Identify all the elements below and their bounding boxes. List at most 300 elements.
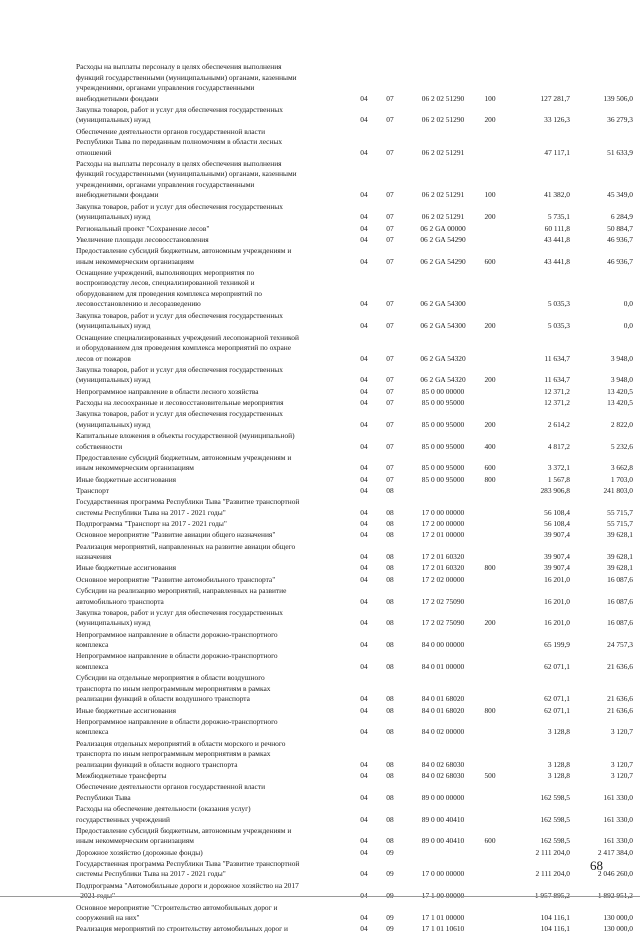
row-target-article: 06 2 GA 54300 [420,321,466,331]
row-description-line: Закупка товаров, работ и услуг для обеспечения государственных [76,201,283,211]
row-expense-type: 200 [484,212,496,222]
row-description-line: сооружений на них" [76,913,140,922]
row-description-line: иным некоммерческим организациям [76,463,194,473]
table-row [0,530,640,541]
row-podrazdel: 09 [386,924,394,934]
row-podrazdel: 08 [386,792,394,802]
row-amount-2: 36 279,3 [607,115,633,125]
row-amount-2: 51 633,9 [607,147,633,157]
row-description-line: Предоставление субсидий бюджетным, автономным учреждениям и [76,452,292,462]
row-target-article: 84 0 00 00000 [421,640,465,650]
row-target-article: 06 2 GA 54290 [420,256,466,266]
row-description-line: Расходы на лесоохранные и лесовосстановительные мероприятия [76,397,284,407]
table-row [0,497,640,518]
table-row [0,224,640,235]
table-row [0,771,640,782]
row-amount-1: 3 372,1 [547,463,570,473]
row-target-article: 89 0 00 00000 [421,792,465,802]
row-target-article: 89 0 00 40410 [421,836,465,846]
row-razdel: 04 [360,519,368,528]
row-razdel: 04 [360,321,368,331]
row-amount-2: 130 000,0 [603,924,633,934]
table-row [0,717,640,738]
row-expense-type: 800 [484,474,496,484]
row-razdel: 04 [360,463,368,473]
row-razdel: 04 [360,441,368,451]
row-amount-1: 1 567,8 [547,474,570,484]
row-razdel: 04 [360,190,368,200]
row-amount-2: 3 662,8 [610,463,633,473]
row-amount-2: 3 948,0 [610,375,633,385]
row-razdel: 04 [360,563,368,573]
row-podrazdel: 08 [386,661,394,671]
row-podrazdel: 08 [386,836,394,846]
row-target-article: 06 2 GA 54320 [420,375,466,385]
row-amount-2: 13 420,5 [607,386,633,396]
row-amount-1: 3 128,8 [547,770,570,780]
row-amount-1: 62 071,1 [544,705,570,715]
row-razdel: 04 [360,299,368,309]
row-amount-2: 5 232,6 [610,441,633,451]
table-row [0,903,640,924]
row-podrazdel: 07 [386,147,394,157]
row-amount-1: 39 907,4 [544,552,570,562]
table-row [0,673,640,705]
row-razdel: 04 [360,661,368,671]
row-target-article: 84 0 01 68020 [421,705,465,715]
row-podrazdel: 08 [386,552,394,562]
row-amount-1: 47 117,1 [544,147,570,157]
row-razdel: 04 [360,485,368,495]
row-razdel: 04 [360,618,368,628]
row-razdel: 04 [360,705,368,715]
row-amount-1: 104 116,1 [540,913,570,922]
row-razdel: 04 [360,530,368,540]
table-row [0,739,640,771]
row-description-line: иным некоммерческим организациям [76,256,194,266]
row-description-line: функций государственными (муниципальными) органами, казенными [76,169,297,179]
row-target-article: 06 2 02 51290 [421,93,465,103]
row-amount-2: 130 000,0 [603,913,633,922]
row-razdel: 04 [360,770,368,780]
row-description-line: Региональный проект "Сохранение лесов" [76,223,210,233]
row-podrazdel: 08 [386,618,394,628]
row-description-line: Реализация мероприятий по строительству автомобильных дорог и [76,924,288,934]
row-description-line: оборудованием для проведения комплекса мероприятий по [76,288,262,298]
row-description-line: Государственная программа Республики Тыва "Развитие транспортной [76,497,300,507]
row-razdel: 04 [360,836,368,846]
page-number: 68 [590,858,603,873]
row-description-line: отношений [76,147,112,157]
row-target-article: 89 0 00 40410 [421,814,465,824]
row-description-line: Закупка товаров, работ и услуг для обеспечения государственных [76,310,283,320]
row-podrazdel: 07 [386,115,394,125]
row-target-article: 84 0 01 00000 [421,661,465,671]
row-target-article: 85 0 00 95000 [421,463,465,473]
row-expense-type: 100 [484,190,496,200]
table-row [0,519,640,530]
table-row [0,782,640,803]
row-podrazdel: 09 [386,847,394,857]
row-podrazdel: 08 [386,640,394,650]
row-amount-2: 2 046 260,0 [597,869,633,879]
row-description-line: Иные бюджетные ассигнования [76,563,177,573]
table-row [0,105,640,126]
row-expense-type: 800 [484,705,496,715]
row-podrazdel: 07 [386,419,394,429]
row-target-article: 17 2 02 75090 [421,596,465,606]
row-description-line: Закупка товаров, работ и услуг для обеспечения государственных [76,364,283,374]
row-razdel: 04 [360,792,368,802]
row-amount-1: 56 108,4 [544,519,570,528]
row-razdel: 04 [360,574,368,584]
row-razdel: 04 [360,234,368,244]
row-description-line: Реализация отдельных мероприятий в области морского и речного [76,738,286,748]
row-expense-type: 600 [484,463,496,473]
row-podrazdel: 09 [386,869,394,879]
row-description-line: Основное мероприятие "Развитие авиации общего назначения" [76,530,276,540]
row-description-line: Оснащение специализированных учреждений лесопожарной техникой [76,332,299,342]
row-podrazdel: 07 [386,223,394,233]
row-amount-2: 2 417 384,0 [597,847,633,857]
row-amount-1: 162 598,5 [540,814,570,824]
row-description-line: Непрограммное направление в области дорожно-транспортного [76,716,278,726]
row-amount-1: 3 128,8 [547,759,570,769]
row-amount-1: 12 371,2 [544,397,570,407]
row-target-article: 85 0 00 95000 [421,419,465,429]
row-description-line: собственности [76,441,123,451]
row-amount-1: 65 199,9 [544,640,570,650]
row-description-line: (муниципальных) нужд [76,618,151,628]
row-target-article: 17 1 01 10610 [421,924,465,934]
row-podrazdel: 08 [386,574,394,584]
row-target-article: 17 2 00 00000 [421,519,465,528]
row-target-article: 06 2 02 51290 [421,115,465,125]
row-description-line: Реализация мероприятий, направленных на развитие авиации общего [76,541,296,551]
row-podrazdel: 08 [386,519,394,528]
row-description-line: комплекса [76,661,109,671]
row-target-article: 17 0 00 00000 [421,869,465,879]
row-description-line: автомобильного транспорта [76,596,164,606]
row-razdel: 04 [360,847,368,857]
table-row [0,202,640,223]
table-row [0,848,640,859]
row-podrazdel: 07 [386,299,394,309]
table-row [0,859,640,880]
table-row [0,563,640,574]
row-podrazdel: 08 [386,485,394,495]
row-amount-2: 1 703,0 [610,474,633,484]
row-description-line: Подпрограмма "Транспорт на 2017 - 2021 годы" [76,519,227,528]
table-row [0,268,640,310]
row-razdel: 04 [360,115,368,125]
row-razdel: 04 [360,386,368,396]
row-podrazdel: 08 [386,727,394,737]
row-description-line: воспроизводству лесов, специализированной техникой и [76,278,255,288]
table-row [0,235,640,246]
table-row [0,542,640,563]
table-row [0,246,640,267]
row-podrazdel: 08 [386,563,394,573]
row-description-line: Обеспечение деятельности органов государственной власти [76,126,266,136]
row-amount-2: 39 628,1 [607,530,633,540]
row-podrazdel: 07 [386,93,394,103]
row-amount-1: 12 371,2 [544,386,570,396]
table-row [0,127,640,159]
row-podrazdel: 07 [386,234,394,244]
row-target-article: 85 0 00 95000 [421,441,465,451]
row-amount-1: 162 598,5 [540,836,570,846]
row-amount-2: 21 636,6 [607,705,633,715]
row-target-article: 17 2 01 60320 [421,563,465,573]
row-description-line: внебюджетными фондами [76,93,159,103]
row-description-line: комплекса [76,727,109,737]
row-description-line: (муниципальных) нужд [76,212,151,222]
row-amount-1: 4 817,2 [547,441,570,451]
row-amount-2: 55 715,7 [607,507,633,517]
row-description-line: функций государственными (муниципальными) органами, казенными [76,72,297,82]
row-description-line: и оборудованием для проведения комплекса мероприятий по охране [76,343,292,352]
row-amount-2: 24 757,3 [607,640,633,650]
row-amount-1: 16 201,0 [544,618,570,628]
row-podrazdel: 07 [386,386,394,396]
row-description-line: Субсидии на реализацию мероприятий, направленных на развитие [76,586,287,595]
row-podrazdel: 08 [386,694,394,704]
row-amount-1: 62 071,1 [544,694,570,704]
row-description-line: Основное мероприятие "Развитие автомобильного транспорта" [76,574,276,584]
row-description-line: учреждениями, органами управления государственными [76,179,255,189]
row-description-line: Увеличение площади лесовосстановления [76,234,209,244]
row-razdel: 04 [360,759,368,769]
row-description-line: Закупка товаров, работ и услуг для обеспечения государственных [76,104,283,114]
row-amount-2: 6 284,9 [610,212,633,222]
row-amount-2: 50 884,7 [607,223,633,233]
row-razdel: 04 [360,869,368,879]
row-description-line: Иные бюджетные ассигнования [76,474,177,484]
row-razdel: 04 [360,93,368,103]
row-target-article: 06 2 GA 54300 [420,299,466,309]
row-description-line: Расходы на выплаты персоналу в целях обеспечения выполнения [76,62,282,71]
row-description-line: лесов от пожаров [76,353,131,363]
table-row [0,586,640,607]
row-expense-type: 500 [484,770,496,780]
table-row [0,159,640,201]
table-row [0,387,640,398]
table-row [0,431,640,452]
row-podrazdel: 07 [386,375,394,385]
row-amount-1: 5 035,3 [547,299,570,309]
row-target-article: 84 0 01 68020 [421,694,465,704]
row-target-article: 85 0 00 95000 [421,474,465,484]
row-target-article: 84 0 02 68030 [421,770,465,780]
row-target-article: 06 2 GA 00000 [420,223,466,233]
row-amount-1: 60 111,8 [544,223,570,233]
row-amount-1: 104 116,1 [540,924,570,934]
row-description-line: Капитальные вложения в объекты государственной (муниципальной) [76,431,295,440]
row-expense-type: 200 [484,419,496,429]
row-description-line: (муниципальных) нужд [76,419,151,429]
row-description-line: транспорта по иным непрограммным мероприятиям в рамках [76,749,271,759]
row-target-article: 17 0 00 00000 [421,507,465,517]
row-description-line: Иные бюджетные ассигнования [76,705,177,715]
row-description-line: реализации функций в области воздушного транспорта [76,694,250,704]
row-amount-2: 241 803,0 [603,485,633,495]
row-razdel: 04 [360,913,368,922]
row-description-line: государственных учреждений [76,814,170,824]
row-razdel: 04 [360,640,368,650]
row-amount-2: 16 087,6 [607,574,633,584]
row-description-line: Непрограммное направление в области лесного хозяйства [76,386,259,396]
row-podrazdel: 07 [386,397,394,407]
row-amount-1: 16 201,0 [544,596,570,606]
row-amount-1: 33 126,3 [544,115,570,125]
row-amount-1: 41 382,0 [544,190,570,200]
row-razdel: 04 [360,596,368,606]
row-podrazdel: 07 [386,256,394,266]
row-amount-1: 2 111 204,0 [535,869,570,879]
row-target-article: 06 2 GA 54290 [420,234,466,244]
row-target-article: 17 2 01 00000 [421,530,465,540]
row-podrazdel: 07 [386,463,394,473]
row-amount-1: 127 281,7 [540,93,570,103]
row-amount-2: 21 636,6 [607,661,633,671]
row-podrazdel: 08 [386,759,394,769]
row-description-line: Основное мероприятие "Строительство автомобильных дорог и [76,902,278,912]
row-description-line: назначения [76,552,112,562]
table-row [0,881,640,902]
row-podrazdel: 07 [386,212,394,222]
row-podrazdel: 09 [386,913,394,922]
row-description-line: учреждениями, органами управления государственными [76,83,255,92]
row-amount-2: 13 420,5 [607,397,633,407]
row-amount-1: 39 907,4 [544,530,570,540]
row-description-line: Расходы на выплаты персоналу в целях обеспечения выполнения [76,158,282,168]
table-row [0,475,640,486]
row-amount-1: 5 735,1 [547,212,570,222]
row-description-line: Закупка товаров, работ и услуг для обеспечения государственных [76,409,283,419]
table-row [0,575,640,586]
row-expense-type: 200 [484,321,496,331]
row-podrazdel: 07 [386,441,394,451]
row-amount-1: 16 201,0 [544,574,570,584]
row-target-article: 06 2 02 51291 [421,212,465,222]
table-row [0,706,640,717]
row-description-line: Транспорт [76,485,109,495]
row-razdel: 04 [360,474,368,484]
row-description-line: лесовосстановлению и лесоразведению [76,299,201,309]
row-podrazdel: 07 [386,190,394,200]
row-description-line: Обеспечение деятельности органов государственной власти [76,782,266,792]
row-razdel: 04 [360,727,368,737]
row-target-article: 06 2 02 51291 [421,147,465,157]
row-description-line: Оснащение учреждений, выполняющих мероприятия по [76,267,255,277]
row-amount-1: 2 111 204,0 [535,847,570,857]
row-amount-2: 3 120,7 [610,770,633,780]
row-description-line: иным некоммерческим организациям [76,836,194,846]
row-expense-type: 200 [484,115,496,125]
row-amount-2: 2 822,0 [610,419,633,429]
table-row [0,486,640,497]
row-razdel: 04 [360,552,368,562]
table-row [0,826,640,847]
row-podrazdel: 08 [386,770,394,780]
row-target-article: 17 2 01 60320 [421,552,465,562]
row-razdel: 04 [360,419,368,429]
row-podrazdel: 08 [386,596,394,606]
table-row [0,651,640,672]
row-description-line: системы Республики Тыва на 2017 - 2021 годы" [76,869,226,879]
row-description-line: (муниципальных) нужд [76,115,151,125]
row-razdel: 04 [360,375,368,385]
row-amount-2: 161 330,0 [603,836,633,846]
row-amount-1: 56 108,4 [544,507,570,517]
row-podrazdel: 07 [386,353,394,363]
row-description-line: реализации функций в области водного транспорта [76,759,238,769]
row-description-line: Предоставление субсидий бюджетным, автономным учреждениям и [76,825,292,835]
row-amount-1: 11 634,7 [544,375,570,385]
table-row [0,630,640,651]
row-amount-1: 43 441,8 [544,256,570,266]
row-target-article: 17 2 02 00000 [421,574,465,584]
row-description-line: Межбюджетные трансферты [76,770,167,780]
row-description-line: внебюджетными фондами [76,190,159,200]
row-razdel: 04 [360,353,368,363]
row-amount-2: 39 628,1 [607,552,633,562]
row-description-line: Дорожное хозяйство (дорожные фонды) [76,847,203,857]
table-row [0,365,640,386]
row-amount-2: 21 636,6 [607,694,633,704]
row-target-article: 06 2 GA 54320 [420,353,466,363]
row-expense-type: 200 [484,618,496,628]
row-amount-1: 283 906,8 [540,485,570,495]
row-amount-1: 162 598,5 [540,792,570,802]
row-amount-1: 43 441,8 [544,234,570,244]
row-description-line: транспорта по иным непрограммным мероприятиям в рамках [76,683,271,693]
row-description-line: системы Республики Тыва на 2017 - 2021 годы" [76,507,226,517]
row-description-line: (муниципальных) нужд [76,375,151,385]
table-row [0,311,640,332]
row-description-line: Расходы на обеспечение деятельности (оказания услуг) [76,804,251,813]
row-amount-1: 2 614,2 [547,419,570,429]
row-expense-type: 400 [484,441,496,451]
row-amount-2: 46 936,7 [607,234,633,244]
row-description-line: Предоставление субсидий бюджетным, автономным учреждениям и [76,246,292,256]
row-razdel: 04 [360,507,368,517]
row-description-line: Субсидии на отдельные мероприятия в области воздушного [76,673,265,683]
bottom-divider [0,896,640,897]
row-target-article: 06 2 02 51291 [421,190,465,200]
table-row [0,453,640,474]
row-razdel: 04 [360,256,368,266]
table-row [0,398,640,409]
row-target-article: 85 0 00 00000 [421,386,465,396]
row-podrazdel: 08 [386,705,394,715]
row-description-line: Непрограммное направление в области дорожно-транспортного [76,651,278,661]
row-amount-2: 0,0 [623,299,633,309]
row-amount-2: 39 628,1 [607,563,633,573]
row-target-article: 17 1 01 00000 [421,913,465,922]
row-expense-type: 600 [484,256,496,266]
row-razdel: 04 [360,814,368,824]
row-target-article: 17 2 02 75090 [421,618,465,628]
row-amount-2: 161 330,0 [603,814,633,824]
row-razdel: 04 [360,223,368,233]
row-razdel: 04 [360,924,368,934]
table-row [0,409,640,430]
row-amount-1: 39 907,4 [544,563,570,573]
row-razdel: 04 [360,212,368,222]
row-description-line: Закупка товаров, работ и услуг для обеспечения государственных [76,607,283,617]
